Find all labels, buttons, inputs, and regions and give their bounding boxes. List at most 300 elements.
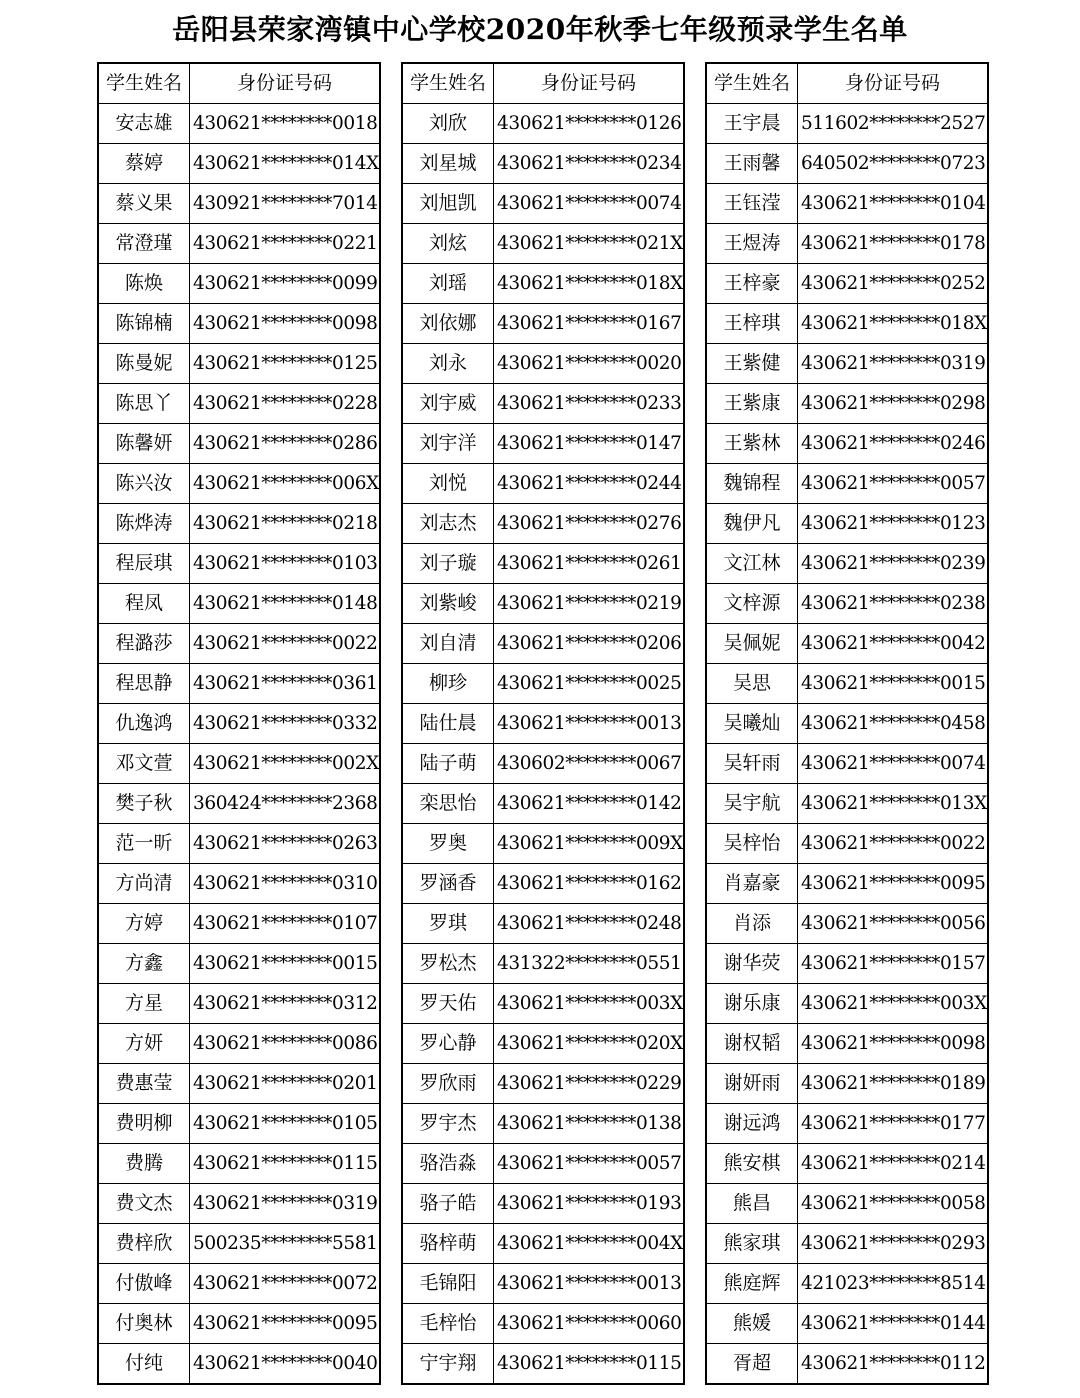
student-name: 陈曼妮: [98, 344, 190, 384]
student-id-number: 430621********0214: [798, 1144, 988, 1184]
student-id-number: 430621********0018: [190, 104, 380, 144]
student-name: 刘永: [402, 344, 494, 384]
student-name: 程辰琪: [98, 544, 190, 584]
student-name: 吴曦灿: [706, 704, 798, 744]
student-name: 宁宇翔: [402, 1344, 494, 1385]
student-name: 谢华荧: [706, 944, 798, 984]
student-name: 方鑫: [98, 944, 190, 984]
student-id-number: 430621********002X: [190, 744, 380, 784]
student-id-number: 430621********0147: [494, 424, 684, 464]
student-name: 费腾: [98, 1144, 190, 1184]
table-row: [402, 784, 684, 824]
student-id-number: 430621********0310: [190, 864, 380, 904]
student-name: 陆仕晨: [402, 704, 494, 744]
table-row: [98, 704, 380, 744]
student-id-number: 430621********0020: [494, 344, 684, 384]
student-name: 陈锦楠: [98, 304, 190, 344]
student-id-number: 430621********020X: [494, 1024, 684, 1064]
table-row: [402, 744, 684, 784]
student-id-number: 430621********0040: [190, 1344, 380, 1385]
student-id-number: 430621********0144: [798, 1304, 988, 1344]
student-name: 熊庭辉: [706, 1264, 798, 1304]
student-name: 罗心静: [402, 1024, 494, 1064]
student-id-number: 430621********0013: [494, 704, 684, 744]
student-name: 吴轩雨: [706, 744, 798, 784]
student-name: 范一昕: [98, 824, 190, 864]
table-row: [98, 1064, 380, 1104]
student-id-number: 360424********2368: [190, 784, 380, 824]
student-name: 谢乐康: [706, 984, 798, 1024]
student-id-number: 430621********0361: [190, 664, 380, 704]
table-row: [706, 1224, 988, 1264]
student-name: 王雨馨: [706, 144, 798, 184]
student-id-number: 430621********0221: [190, 224, 380, 264]
student-name: 王紫健: [706, 344, 798, 384]
student-id-number: 430621********0095: [190, 1304, 380, 1344]
student-id-number: 430621********003X: [494, 984, 684, 1024]
student-id-number: 430621********0189: [798, 1064, 988, 1104]
student-id-number: 430621********0167: [494, 304, 684, 344]
student-id-number: 430621********0074: [798, 744, 988, 784]
student-id-number: 430621********0148: [190, 584, 380, 624]
student-id-number: 430621********0025: [494, 664, 684, 704]
student-id-number: 430621********0103: [190, 544, 380, 584]
table-row: [98, 984, 380, 1024]
student-name: 蔡义果: [98, 184, 190, 224]
table-row: [98, 304, 380, 344]
student-name: 刘旭凯: [402, 184, 494, 224]
table-row: [706, 864, 988, 904]
student-id-number: 430602********0067: [494, 744, 684, 784]
table-row: [706, 664, 988, 704]
table-row: [402, 464, 684, 504]
student-id-number: 430621********0252: [798, 264, 988, 304]
student-id-number: 430621********0178: [798, 224, 988, 264]
student-name: 常澄瑾: [98, 224, 190, 264]
student-id-number: 430621********0319: [190, 1184, 380, 1224]
student-id-number: 430621********0193: [494, 1184, 684, 1224]
table-row: [706, 344, 988, 384]
student-name: 刘欣: [402, 104, 494, 144]
table-row: [706, 424, 988, 464]
student-id-number: 430621********0098: [798, 1024, 988, 1064]
table-row: [402, 384, 684, 424]
table-row: [706, 904, 988, 944]
student-id-number: 430621********0105: [190, 1104, 380, 1144]
table-header-row: [402, 63, 684, 104]
student-table-1: [97, 62, 381, 1385]
student-id-number: 430621********0276: [494, 504, 684, 544]
table-row: [402, 504, 684, 544]
student-id-number: 430621********0057: [494, 1144, 684, 1184]
table-row: [706, 504, 988, 544]
student-name: 王紫林: [706, 424, 798, 464]
student-id-number: 430621********0074: [494, 184, 684, 224]
table-row: [402, 1024, 684, 1064]
student-name: 陈焕: [98, 264, 190, 304]
student-name: 樊子秋: [98, 784, 190, 824]
table-row: [98, 1224, 380, 1264]
student-name: 王紫康: [706, 384, 798, 424]
table-row: [98, 1304, 380, 1344]
header-id-number: 身份证号码: [798, 63, 988, 104]
table-row: [98, 344, 380, 384]
table-header-row: [98, 63, 380, 104]
student-name: 邓文萱: [98, 744, 190, 784]
student-name: 吴梓怡: [706, 824, 798, 864]
table-row: [402, 184, 684, 224]
student-name: 程潞莎: [98, 624, 190, 664]
student-id-number: 430621********003X: [798, 984, 988, 1024]
table-row: [706, 944, 988, 984]
student-id-number: 430621********0298: [798, 384, 988, 424]
table-row: [402, 584, 684, 624]
table-row: [98, 544, 380, 584]
table-row: [98, 664, 380, 704]
student-name: 谢妍雨: [706, 1064, 798, 1104]
student-name: 肖添: [706, 904, 798, 944]
student-id-number: 430621********0095: [798, 864, 988, 904]
table-row: [706, 1104, 988, 1144]
table-row: [706, 144, 988, 184]
table-row: [706, 544, 988, 584]
table-row: [402, 864, 684, 904]
student-name: 罗涵香: [402, 864, 494, 904]
student-id-number: 430621********0086: [190, 1024, 380, 1064]
table-row: [402, 1144, 684, 1184]
table-row: [98, 824, 380, 864]
student-name: 罗天佑: [402, 984, 494, 1024]
student-id-number: 430621********0234: [494, 144, 684, 184]
student-id-number: 430621********0286: [190, 424, 380, 464]
table-row: [706, 184, 988, 224]
student-name: 程凤: [98, 584, 190, 624]
student-id-number: 430621********0162: [494, 864, 684, 904]
student-id-number: 430621********0157: [798, 944, 988, 984]
student-name: 付奥林: [98, 1304, 190, 1344]
student-id-number: 430621********0138: [494, 1104, 684, 1144]
student-id-number: 430621********0126: [494, 104, 684, 144]
table-row: [706, 1344, 988, 1385]
table-row: [98, 1104, 380, 1144]
student-name: 毛梓怡: [402, 1304, 494, 1344]
table-row: [402, 424, 684, 464]
student-name: 骆梓萌: [402, 1224, 494, 1264]
table-row: [98, 504, 380, 544]
student-id-number: 430621********0238: [798, 584, 988, 624]
table-row: [98, 264, 380, 304]
table-row: [98, 1264, 380, 1304]
header-student-name: 学生姓名: [706, 63, 798, 104]
student-name: 安志雄: [98, 104, 190, 144]
student-id-number: 430621********0239: [798, 544, 988, 584]
table-row: [706, 584, 988, 624]
student-name: 罗欣雨: [402, 1064, 494, 1104]
table-row: [402, 984, 684, 1024]
student-id-number: 430621********018X: [798, 304, 988, 344]
header-student-name: 学生姓名: [98, 63, 190, 104]
table-row: [706, 624, 988, 664]
student-name: 谢远鸿: [706, 1104, 798, 1144]
student-id-number: 430621********0125: [190, 344, 380, 384]
student-name: 刘瑶: [402, 264, 494, 304]
student-name: 刘宇洋: [402, 424, 494, 464]
student-name: 刘星城: [402, 144, 494, 184]
student-name: 刘子璇: [402, 544, 494, 584]
student-id-number: 430621********0261: [494, 544, 684, 584]
student-name: 程思静: [98, 664, 190, 704]
student-name: 方尚清: [98, 864, 190, 904]
table-row: [402, 264, 684, 304]
student-id-number: 430621********018X: [494, 264, 684, 304]
student-name: 付傲峰: [98, 1264, 190, 1304]
student-table-3: [705, 62, 989, 1385]
table-row: [402, 944, 684, 984]
student-name: 王梓琪: [706, 304, 798, 344]
table-row: [706, 784, 988, 824]
table-row: [402, 1304, 684, 1344]
student-id-number: 430621********0042: [798, 624, 988, 664]
table-row: [706, 464, 988, 504]
table-row: [402, 1104, 684, 1144]
table-row: [402, 1264, 684, 1304]
table-row: [402, 664, 684, 704]
student-name: 刘炫: [402, 224, 494, 264]
student-id-number: 430621********0177: [798, 1104, 988, 1144]
table-row: [98, 144, 380, 184]
student-id-number: 430621********0060: [494, 1304, 684, 1344]
student-name: 胥超: [706, 1344, 798, 1385]
student-name: 王钰滢: [706, 184, 798, 224]
table-row: [98, 1144, 380, 1184]
student-id-number: 430621********0123: [798, 504, 988, 544]
table-row: [706, 744, 988, 784]
student-id-number: 430621********0058: [798, 1184, 988, 1224]
student-id-number: 421023********8514: [798, 1264, 988, 1304]
student-name: 吴思: [706, 664, 798, 704]
table-header-row: [706, 63, 988, 104]
table-row: [402, 1184, 684, 1224]
student-name: 费梓欣: [98, 1224, 190, 1264]
table-row: [706, 1144, 988, 1184]
student-id-number: 500235********5581: [190, 1224, 380, 1264]
student-id-number: 430621********0229: [494, 1064, 684, 1104]
student-id-number: 430621********0099: [190, 264, 380, 304]
table-row: [98, 384, 380, 424]
table-row: [706, 984, 988, 1024]
student-id-number: 430621********0201: [190, 1064, 380, 1104]
student-id-number: 430621********0107: [190, 904, 380, 944]
student-id-number: 430621********004X: [494, 1224, 684, 1264]
student-name: 熊昌: [706, 1184, 798, 1224]
student-id-number: 430621********0142: [494, 784, 684, 824]
student-id-number: 430921********7014: [190, 184, 380, 224]
table-row: [706, 1024, 988, 1064]
student-id-number: 430621********0098: [190, 304, 380, 344]
table-row: [402, 704, 684, 744]
table-row: [98, 744, 380, 784]
student-name: 王梓豪: [706, 264, 798, 304]
student-name: 陈馨妍: [98, 424, 190, 464]
student-id-number: 430621********006X: [190, 464, 380, 504]
student-name: 罗琪: [402, 904, 494, 944]
table-row: [402, 624, 684, 664]
page-title: 岳阳县荣家湾镇中心学校2020年秋季七年级预录学生名单: [172, 13, 908, 46]
student-id-number: 430621********014X: [190, 144, 380, 184]
student-id-number: 430621********0022: [798, 824, 988, 864]
student-name: 刘宇威: [402, 384, 494, 424]
student-name: 刘紫峻: [402, 584, 494, 624]
student-id-number: 430621********0015: [798, 664, 988, 704]
student-id-number: 431322********0551: [494, 944, 684, 984]
student-name: 魏锦程: [706, 464, 798, 504]
student-id-number: 430621********0013: [494, 1264, 684, 1304]
student-id-number: 430621********0458: [798, 704, 988, 744]
table-row: [402, 144, 684, 184]
student-id-number: 430621********0244: [494, 464, 684, 504]
student-name: 毛锦阳: [402, 1264, 494, 1304]
student-name: 熊媛: [706, 1304, 798, 1344]
student-name: 费文杰: [98, 1184, 190, 1224]
student-name: 吴佩妮: [706, 624, 798, 664]
student-id-number: 430621********0228: [190, 384, 380, 424]
table-row: [402, 104, 684, 144]
student-name: 谢权韬: [706, 1024, 798, 1064]
student-name: 费明柳: [98, 1104, 190, 1144]
student-name: 方婷: [98, 904, 190, 944]
student-id-number: 430621********0115: [494, 1344, 684, 1385]
student-name: 吴宇航: [706, 784, 798, 824]
student-id-number: 430621********0293: [798, 1224, 988, 1264]
student-id-number: 511602********2527: [798, 104, 988, 144]
table-row: [98, 784, 380, 824]
student-id-number: 430621********0112: [798, 1344, 988, 1385]
table-row: [402, 1224, 684, 1264]
student-name: 柳珍: [402, 664, 494, 704]
student-name: 骆子皓: [402, 1184, 494, 1224]
student-name: 王煜涛: [706, 224, 798, 264]
student-name: 刘依娜: [402, 304, 494, 344]
table-row: [402, 304, 684, 344]
student-name: 刘悦: [402, 464, 494, 504]
student-id-number: 430621********0218: [190, 504, 380, 544]
student-id-number: 430621********0319: [798, 344, 988, 384]
table-row: [98, 424, 380, 464]
student-id-number: 430621********009X: [494, 824, 684, 864]
student-name: 罗宇杰: [402, 1104, 494, 1144]
student-id-number: 430621********0072: [190, 1264, 380, 1304]
table-row: [98, 224, 380, 264]
student-name: 陆子萌: [402, 744, 494, 784]
table-row: [98, 464, 380, 504]
table-row: [706, 224, 988, 264]
table-row: [98, 624, 380, 664]
table-row: [402, 344, 684, 384]
table-row: [706, 704, 988, 744]
table-row: [98, 1024, 380, 1064]
header-id-number: 身份证号码: [190, 63, 380, 104]
table-row: [402, 904, 684, 944]
student-id-number: 430621********0246: [798, 424, 988, 464]
student-name: 陈兴汝: [98, 464, 190, 504]
table-row: [402, 544, 684, 584]
table-row: [706, 104, 988, 144]
student-name: 罗奥: [402, 824, 494, 864]
student-id-number: 430621********0056: [798, 904, 988, 944]
table-row: [98, 864, 380, 904]
student-id-number: 430621********021X: [494, 224, 684, 264]
header-id-number: 身份证号码: [494, 63, 684, 104]
student-name: 刘志杰: [402, 504, 494, 544]
student-name: 费惠莹: [98, 1064, 190, 1104]
student-id-number: 430621********0312: [190, 984, 380, 1024]
student-id-number: 430621********0233: [494, 384, 684, 424]
student-name: 刘自清: [402, 624, 494, 664]
table-row: [98, 904, 380, 944]
student-name: 蔡婷: [98, 144, 190, 184]
student-id-number: 430621********0104: [798, 184, 988, 224]
student-name: 肖嘉豪: [706, 864, 798, 904]
student-name: 骆浩淼: [402, 1144, 494, 1184]
table-row: [706, 384, 988, 424]
student-id-number: 430621********0022: [190, 624, 380, 664]
student-name: 仇逸鸿: [98, 704, 190, 744]
table-row: [402, 1344, 684, 1385]
student-name: 方星: [98, 984, 190, 1024]
student-id-number: 430621********0057: [798, 464, 988, 504]
table-row: [402, 824, 684, 864]
student-name: 文梓源: [706, 584, 798, 624]
student-id-number: 430621********0248: [494, 904, 684, 944]
student-id-number: 430621********0263: [190, 824, 380, 864]
student-id-number: 430621********0219: [494, 584, 684, 624]
table-row: [402, 224, 684, 264]
table-row: [98, 104, 380, 144]
student-name: 罗松杰: [402, 944, 494, 984]
student-name: 王宇晨: [706, 104, 798, 144]
student-id-number: 430621********0015: [190, 944, 380, 984]
student-id-number: 430621********0115: [190, 1144, 380, 1184]
student-name: 陈思丫: [98, 384, 190, 424]
student-id-number: 430621********0206: [494, 624, 684, 664]
student-id-number: 430621********0332: [190, 704, 380, 744]
student-name: 文江林: [706, 544, 798, 584]
student-name: 方妍: [98, 1024, 190, 1064]
table-row: [706, 824, 988, 864]
student-name: 栾思怡: [402, 784, 494, 824]
table-row: [98, 184, 380, 224]
table-row: [706, 264, 988, 304]
student-name: 魏伊凡: [706, 504, 798, 544]
table-row: [98, 584, 380, 624]
table-row: [706, 1064, 988, 1104]
student-name: 熊家琪: [706, 1224, 798, 1264]
table-row: [706, 1264, 988, 1304]
table-row: [706, 1304, 988, 1344]
student-id-number: 430621********013X: [798, 784, 988, 824]
table-row: [98, 944, 380, 984]
student-name: 熊安棋: [706, 1144, 798, 1184]
student-name: 陈烨涛: [98, 504, 190, 544]
header-student-name: 学生姓名: [402, 63, 494, 104]
table-row: [98, 1184, 380, 1224]
table-row: [706, 1184, 988, 1224]
student-name: 付纯: [98, 1344, 190, 1385]
student-table-2: [401, 62, 685, 1385]
table-row: [98, 1344, 380, 1385]
table-row: [706, 304, 988, 344]
table-row: [402, 1064, 684, 1104]
